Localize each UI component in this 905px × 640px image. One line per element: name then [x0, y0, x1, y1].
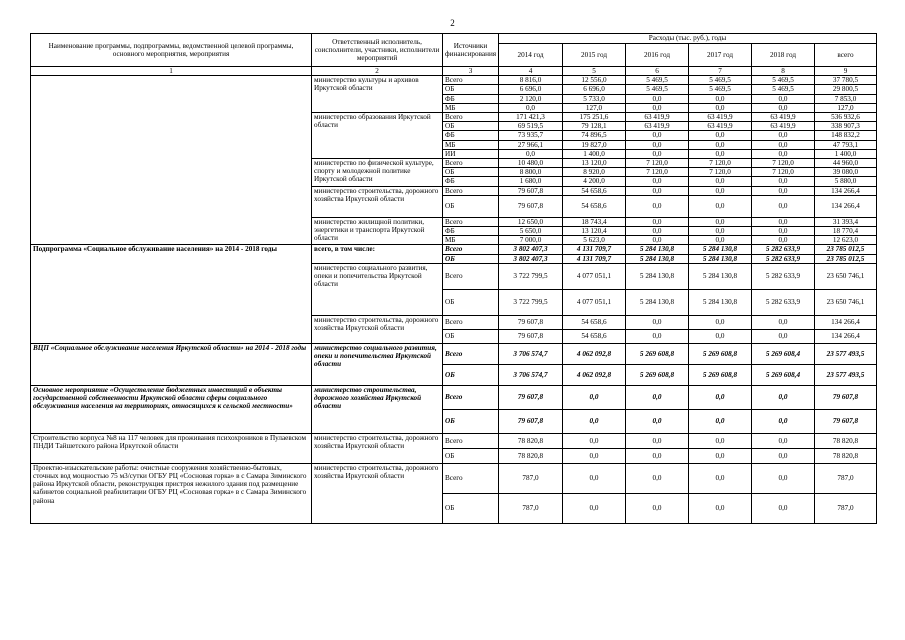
year-value-cell: 4 200,0	[563, 177, 626, 186]
year-value-cell: 8 800,0	[499, 168, 563, 177]
year-value-cell: 0,0	[752, 186, 815, 195]
funding-source-cell: Всего	[443, 113, 499, 122]
year-value-cell: 0,0	[499, 103, 563, 112]
year-value-cell: 0,0	[626, 227, 689, 236]
year-value-cell: 6 696,0	[499, 85, 563, 94]
year-value-cell: 0,0	[626, 493, 689, 523]
year-value-cell: 0,0	[689, 385, 752, 409]
total-cell: 47 793,1	[815, 140, 877, 149]
total-cell: 127,0	[815, 103, 877, 112]
funding-source-cell: Всего	[443, 263, 499, 289]
year-value-cell: 73 935,7	[499, 131, 563, 140]
year-value-cell: 12 556,0	[563, 76, 626, 85]
year-value-cell: 63 419,9	[626, 122, 689, 131]
year-value-cell: 5 284 130,8	[626, 263, 689, 289]
program-name-cell: Строительство корпуса №8 на 117 человек для проживания психохроников в Пулаевском ПНДИ Тайшетского района Иркутской области	[31, 433, 312, 463]
year-value-cell: 13 120,0	[563, 159, 626, 168]
executor-cell: министерство строительства, дорожного хозяйства Иркутской области	[312, 433, 443, 463]
header-expenses: Расходы (тыс. руб.), годы	[499, 34, 877, 44]
year-value-cell: 5 269 608,4	[752, 343, 815, 364]
total-cell: 23 785 012,5	[815, 245, 877, 254]
year-value-cell: 18 743,4	[563, 217, 626, 226]
year-value-cell: 5 284 130,8	[689, 263, 752, 289]
program-name-cell: Подпрограмма «Социальное обслуживание населения» на 2014 - 2018 годы	[31, 245, 312, 343]
column-index: 8	[752, 67, 815, 76]
funding-source-cell: Всего	[443, 343, 499, 364]
total-cell: 78 820,8	[815, 433, 877, 448]
total-cell: 39 080,0	[815, 168, 877, 177]
funding-source-cell: МБ	[443, 236, 499, 245]
year-value-cell: 63 419,9	[752, 122, 815, 131]
year-value-cell: 0,0	[689, 409, 752, 433]
funding-source-cell: ОБ	[443, 409, 499, 433]
year-value-cell: 10 480,0	[499, 159, 563, 168]
year-value-cell: 5 284 130,8	[626, 245, 689, 254]
total-cell: 79 607,8	[815, 385, 877, 409]
header-year: 2016 год	[626, 44, 689, 67]
year-value-cell: 0,0	[752, 315, 815, 329]
year-value-cell: 0,0	[626, 315, 689, 329]
year-value-cell: 0,0	[752, 149, 815, 158]
year-value-cell: 0,0	[689, 177, 752, 186]
year-value-cell: 4 062 092,8	[563, 364, 626, 385]
executor-cell: министерство строительства, дорожного хозяйства Иркутской области	[312, 385, 443, 433]
year-value-cell: 0,0	[626, 177, 689, 186]
executor-cell: министерство образования Иркутской области	[312, 113, 443, 159]
year-value-cell: 5 469,5	[626, 85, 689, 94]
column-index: 6	[626, 67, 689, 76]
year-value-cell: 0,0	[689, 103, 752, 112]
year-value-cell: 5 282 633,9	[752, 289, 815, 315]
total-cell: 5 880,0	[815, 177, 877, 186]
funding-source-cell: Всего	[443, 76, 499, 85]
year-value-cell: 79 607,8	[499, 329, 563, 343]
header-source: Источники финансирования	[443, 34, 499, 67]
funding-source-cell: Всего	[443, 385, 499, 409]
year-value-cell: 0,0	[689, 236, 752, 245]
funding-source-cell: Всего	[443, 463, 499, 493]
header-total: всего	[815, 44, 877, 67]
header-executor: Ответственный исполнитель, соисполнители, участники, исполнители мероприятий	[312, 34, 443, 67]
funding-source-cell: ОБ	[443, 364, 499, 385]
year-value-cell: 0,0	[626, 409, 689, 433]
year-value-cell: 0,0	[563, 433, 626, 448]
table-row	[31, 385, 877, 409]
total-cell: 787,0	[815, 463, 877, 493]
column-index: 2	[312, 67, 443, 76]
program-name-cell: Проектно-изыскательские работы: очистные сооружения хозяйственно-бытовых, сточных вод мощностью 75 м3/сутки ОГБУ РЦ «Сосновая горка» в с Самара Зиминского района Иркутской области, реконструкция пристроя нежилого здания под размещение кабинетов социальной реабилитации ОГБУ РЦ «Сосновая горка» в с Самара Зиминского района	[31, 463, 312, 523]
total-cell: 37 780,5	[815, 76, 877, 85]
year-value-cell: 0,0	[689, 217, 752, 226]
year-value-cell: 0,0	[689, 329, 752, 343]
funding-source-cell: Всего	[443, 186, 499, 195]
header-year: 2018 год	[752, 44, 815, 67]
year-value-cell: 4 062 092,8	[563, 343, 626, 364]
year-value-cell: 0,0	[752, 433, 815, 448]
total-cell: 134 266,4	[815, 315, 877, 329]
column-index: 1	[31, 67, 312, 76]
column-index: 7	[689, 67, 752, 76]
year-value-cell: 0,0	[563, 493, 626, 523]
year-value-cell: 127,0	[563, 103, 626, 112]
year-value-cell: 5 284 130,8	[626, 254, 689, 263]
year-value-cell: 0,0	[626, 385, 689, 409]
funding-source-cell: Всего	[443, 245, 499, 254]
total-cell: 134 266,4	[815, 186, 877, 195]
executor-cell: всего, в том числе:	[312, 245, 443, 263]
total-cell: 23 785 012,5	[815, 254, 877, 263]
year-value-cell: 79 128,1	[563, 122, 626, 131]
total-cell: 148 832,2	[815, 131, 877, 140]
total-cell: 338 907,3	[815, 122, 877, 131]
year-value-cell: 0,0	[689, 433, 752, 448]
year-value-cell: 1 400,0	[563, 149, 626, 158]
year-value-cell: 7 120,0	[689, 168, 752, 177]
year-value-cell: 1 680,0	[499, 177, 563, 186]
year-value-cell: 3 722 799,5	[499, 263, 563, 289]
year-value-cell: 0,0	[752, 94, 815, 103]
year-value-cell: 5 284 130,8	[689, 245, 752, 254]
year-value-cell: 0,0	[752, 329, 815, 343]
year-value-cell: 3 706 574,7	[499, 364, 563, 385]
table-row	[31, 343, 877, 364]
year-value-cell: 27 966,1	[499, 140, 563, 149]
page-number: 2	[450, 18, 455, 28]
year-value-cell: 175 251,6	[563, 113, 626, 122]
year-value-cell: 0,0	[563, 448, 626, 463]
program-name-cell: ВЦП «Социальное обслуживание населения Иркутской области» на 2014 - 2018 годы	[31, 343, 312, 385]
year-value-cell: 79 607,8	[499, 195, 563, 217]
year-value-cell: 13 120,4	[563, 227, 626, 236]
year-value-cell: 19 827,0	[563, 140, 626, 149]
executor-cell: министерство по физической культуре, спорту и молодежной политике Иркутской области	[312, 159, 443, 187]
year-value-cell: 0,0	[626, 195, 689, 217]
executor-cell: министерство жилищной политики, энергетики и транспорта Иркутской области	[312, 217, 443, 245]
year-value-cell: 5 282 633,9	[752, 254, 815, 263]
year-value-cell: 0,0	[752, 195, 815, 217]
year-value-cell: 2 120,0	[499, 94, 563, 103]
funding-source-cell: МБ	[443, 103, 499, 112]
year-value-cell: 0,0	[563, 385, 626, 409]
column-index: 9	[815, 67, 877, 76]
total-cell: 44 960,0	[815, 159, 877, 168]
header-year: 2017 год	[689, 44, 752, 67]
funding-source-cell: ФБ	[443, 227, 499, 236]
total-cell: 29 800,5	[815, 85, 877, 94]
year-value-cell: 0,0	[689, 463, 752, 493]
year-value-cell: 3 802 407,3	[499, 245, 563, 254]
year-value-cell: 79 607,8	[499, 315, 563, 329]
funding-source-cell: ОБ	[443, 122, 499, 131]
year-value-cell: 0,0	[689, 227, 752, 236]
year-value-cell: 3 706 574,7	[499, 343, 563, 364]
program-name-cell	[31, 76, 312, 245]
year-value-cell: 54 658,6	[563, 195, 626, 217]
year-value-cell: 5 623,0	[563, 236, 626, 245]
table-row	[31, 433, 877, 448]
year-value-cell: 0,0	[626, 463, 689, 493]
year-value-cell: 0,0	[626, 94, 689, 103]
executor-cell: министерство культуры и архивов Иркутской области	[312, 76, 443, 113]
year-value-cell: 0,0	[689, 149, 752, 158]
year-value-cell: 8 816,0	[499, 76, 563, 85]
table-body	[31, 76, 877, 524]
year-value-cell: 63 419,9	[752, 113, 815, 122]
year-value-cell: 79 607,8	[499, 409, 563, 433]
year-value-cell: 4 131 709,7	[563, 245, 626, 254]
funding-source-cell: МБ	[443, 140, 499, 149]
year-value-cell: 0,0	[626, 149, 689, 158]
year-value-cell: 0,0	[752, 448, 815, 463]
year-value-cell: 5 469,5	[752, 76, 815, 85]
year-value-cell: 0,0	[752, 493, 815, 523]
year-value-cell: 0,0	[689, 448, 752, 463]
year-value-cell: 74 896,5	[563, 131, 626, 140]
year-value-cell: 5 284 130,8	[689, 254, 752, 263]
year-value-cell: 5 284 130,8	[689, 289, 752, 315]
year-value-cell: 0,0	[626, 448, 689, 463]
year-value-cell: 54 658,6	[563, 186, 626, 195]
year-value-cell: 5 469,5	[626, 76, 689, 85]
year-value-cell: 0,0	[626, 140, 689, 149]
total-cell: 536 932,6	[815, 113, 877, 122]
year-value-cell: 4 131 709,7	[563, 254, 626, 263]
total-cell: 23 577 493,5	[815, 343, 877, 364]
total-cell: 12 623,0	[815, 236, 877, 245]
total-cell: 134 266,4	[815, 195, 877, 217]
year-value-cell: 63 419,9	[689, 113, 752, 122]
year-value-cell: 0,0	[689, 94, 752, 103]
year-value-cell: 0,0	[689, 493, 752, 523]
year-value-cell: 0,0	[563, 409, 626, 433]
total-cell: 1 400,0	[815, 149, 877, 158]
funding-source-cell: ОБ	[443, 289, 499, 315]
year-value-cell: 5 469,5	[689, 76, 752, 85]
total-cell: 7 853,0	[815, 94, 877, 103]
year-value-cell: 0,0	[752, 140, 815, 149]
funding-source-cell: ОБ	[443, 329, 499, 343]
year-value-cell: 0,0	[752, 236, 815, 245]
year-value-cell: 12 650,0	[499, 217, 563, 226]
table-row	[31, 463, 877, 493]
year-value-cell: 0,0	[626, 103, 689, 112]
year-value-cell: 7 120,0	[752, 168, 815, 177]
year-value-cell: 0,0	[689, 186, 752, 195]
year-value-cell: 0,0	[626, 236, 689, 245]
year-value-cell: 787,0	[499, 493, 563, 523]
year-value-cell: 54 658,6	[563, 315, 626, 329]
year-value-cell: 69 519,5	[499, 122, 563, 131]
year-value-cell: 5 284 130,8	[626, 289, 689, 315]
year-value-cell: 0,0	[626, 433, 689, 448]
header-name: Наименование программы, подпрограммы, ведомственной целевой программы, основного мероприятия, мероприятия	[31, 34, 312, 67]
funding-source-cell: ОБ	[443, 168, 499, 177]
executor-cell: министерство строительства, дорожного хозяйства Иркутской области	[312, 186, 443, 217]
year-value-cell: 0,0	[752, 463, 815, 493]
program-name-cell: Основное мероприятие «Осуществление бюджетных инвестиций в объекты государственной собственности Иркутской области сферы социального обслуживания населения на территориях, относящихся к сельской местности»	[31, 385, 312, 433]
header-year: 2014 год	[499, 44, 563, 67]
year-value-cell: 5 733,0	[563, 94, 626, 103]
total-cell: 23 650 746,1	[815, 263, 877, 289]
total-cell: 18 770,4	[815, 227, 877, 236]
header-year: 2015 год	[563, 44, 626, 67]
year-value-cell: 0,0	[752, 409, 815, 433]
year-value-cell: 787,0	[499, 463, 563, 493]
year-value-cell: 5 282 633,9	[752, 263, 815, 289]
executor-cell: министерство строительства, дорожного хозяйства Иркутской области	[312, 315, 443, 343]
year-value-cell: 5 269 608,8	[689, 364, 752, 385]
year-value-cell: 7 120,0	[689, 159, 752, 168]
year-value-cell: 0,0	[689, 195, 752, 217]
year-value-cell: 0,0	[499, 149, 563, 158]
column-index: 3	[443, 67, 499, 76]
year-value-cell: 3 722 799,5	[499, 289, 563, 315]
year-value-cell: 0,0	[626, 329, 689, 343]
year-value-cell: 5 269 608,8	[626, 364, 689, 385]
year-value-cell: 78 820,8	[499, 448, 563, 463]
year-value-cell: 0,0	[626, 131, 689, 140]
year-value-cell: 4 077 051,1	[563, 289, 626, 315]
funding-source-cell: ФБ	[443, 177, 499, 186]
funding-source-cell: ОБ	[443, 195, 499, 217]
year-value-cell: 0,0	[689, 140, 752, 149]
year-value-cell: 78 820,8	[499, 433, 563, 448]
year-value-cell: 63 419,9	[689, 122, 752, 131]
executor-cell: министерство социального развития, опеки и попечительства Иркутской области	[312, 343, 443, 385]
year-value-cell: 171 421,3	[499, 113, 563, 122]
year-value-cell: 5 269 608,8	[626, 343, 689, 364]
funding-source-cell: ФБ	[443, 94, 499, 103]
year-value-cell: 5 650,0	[499, 227, 563, 236]
column-index: 5	[563, 67, 626, 76]
total-cell: 134 266,4	[815, 329, 877, 343]
total-cell: 31 393,4	[815, 217, 877, 226]
funding-source-cell: ИИ	[443, 149, 499, 158]
funding-source-cell: Всего	[443, 315, 499, 329]
executor-cell: министерство социального развития, опеки и попечительства Иркутской области	[312, 263, 443, 315]
year-value-cell: 79 607,8	[499, 186, 563, 195]
table-row	[31, 245, 877, 254]
total-cell: 79 607,8	[815, 409, 877, 433]
year-value-cell: 7 120,0	[752, 159, 815, 168]
funding-source-cell: ОБ	[443, 448, 499, 463]
year-value-cell: 0,0	[752, 103, 815, 112]
year-value-cell: 5 269 608,4	[752, 364, 815, 385]
funding-source-cell: ФБ	[443, 131, 499, 140]
funding-source-cell: ОБ	[443, 254, 499, 263]
year-value-cell: 63 419,9	[626, 113, 689, 122]
year-value-cell: 7 120,0	[626, 168, 689, 177]
year-value-cell: 6 696,0	[563, 85, 626, 94]
year-value-cell: 0,0	[752, 385, 815, 409]
year-value-cell: 0,0	[752, 131, 815, 140]
total-cell: 23 577 493,5	[815, 364, 877, 385]
funding-source-cell: Всего	[443, 433, 499, 448]
year-value-cell: 0,0	[752, 217, 815, 226]
funding-source-cell: ОБ	[443, 493, 499, 523]
year-value-cell: 0,0	[689, 131, 752, 140]
funding-source-cell: Всего	[443, 159, 499, 168]
year-value-cell: 5 282 633,9	[752, 245, 815, 254]
year-value-cell: 0,0	[626, 217, 689, 226]
funding-source-cell: Всего	[443, 217, 499, 226]
budget-table	[30, 33, 877, 524]
column-index: 4	[499, 67, 563, 76]
year-value-cell: 5 269 608,8	[689, 343, 752, 364]
year-value-cell: 79 607,8	[499, 385, 563, 409]
year-value-cell: 0,0	[626, 186, 689, 195]
funding-source-cell: ОБ	[443, 85, 499, 94]
year-value-cell: 0,0	[752, 177, 815, 186]
year-value-cell: 7 000,0	[499, 236, 563, 245]
year-value-cell: 0,0	[563, 463, 626, 493]
year-value-cell: 4 077 051,1	[563, 263, 626, 289]
year-value-cell: 5 469,5	[752, 85, 815, 94]
total-cell: 787,0	[815, 493, 877, 523]
table-row	[31, 76, 877, 85]
total-cell: 78 820,8	[815, 448, 877, 463]
year-value-cell: 5 469,5	[689, 85, 752, 94]
year-value-cell: 54 658,6	[563, 329, 626, 343]
year-value-cell: 0,0	[752, 227, 815, 236]
year-value-cell: 0,0	[689, 315, 752, 329]
year-value-cell: 7 120,0	[626, 159, 689, 168]
total-cell: 23 650 746,1	[815, 289, 877, 315]
year-value-cell: 3 802 407,3	[499, 254, 563, 263]
executor-cell: министерство строительства, дорожного хозяйства Иркутской области	[312, 463, 443, 523]
year-value-cell: 8 920,0	[563, 168, 626, 177]
